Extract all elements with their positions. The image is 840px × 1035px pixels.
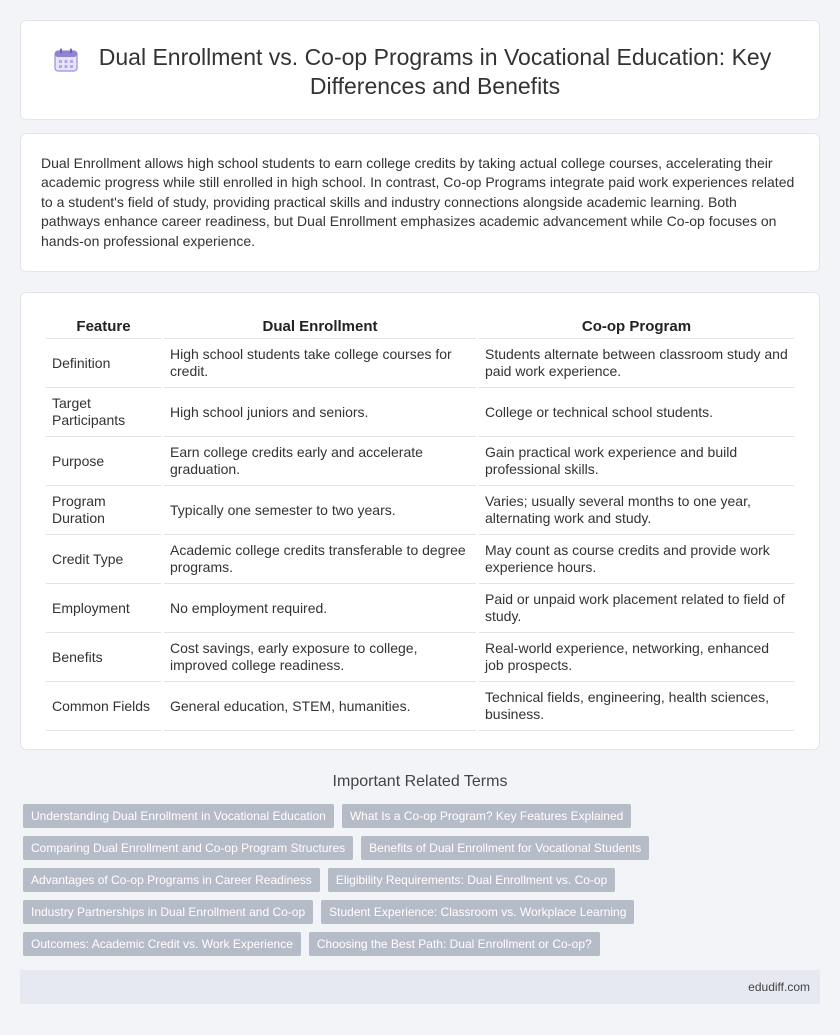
feature-cell: Target Participants xyxy=(46,388,161,437)
co-op-cell: Gain practical work experience and build professional skills. xyxy=(479,437,794,486)
table-row xyxy=(46,486,794,535)
dual-enrollment-cell: Earn college credits early and accelerate graduation. xyxy=(164,437,476,486)
dual-enrollment-cell: Cost savings, early exposure to college, improved college readiness. xyxy=(164,633,476,682)
dual-enrollment-cell: General education, STEM, humanities. xyxy=(164,682,476,731)
related-term-link[interactable]: Choosing the Best Path: Dual Enrollment or Co-op? xyxy=(309,932,600,956)
feature-cell: Definition xyxy=(46,339,161,388)
feature-cell: Common Fields xyxy=(46,682,161,731)
site-name[interactable]: edudiff.com xyxy=(748,980,810,994)
co-op-cell: Technical fields, engineering, health sciences, business. xyxy=(479,682,794,731)
feature-cell: Benefits xyxy=(46,633,161,682)
feature-cell: Purpose xyxy=(46,437,161,486)
co-op-cell: Varies; usually several months to one year, alternating work and study. xyxy=(479,486,794,535)
dual-enrollment-cell: High school juniors and seniors. xyxy=(164,388,476,437)
dual-enrollment-cell: Typically one semester to two years. xyxy=(164,486,476,535)
table-row xyxy=(46,584,794,633)
header-card xyxy=(20,20,820,120)
column-header-co-op-program: Co-op Program xyxy=(479,313,794,339)
page-title: Dual Enrollment vs. Co-op Programs in Vocational Education: Key Differences and Benefits xyxy=(98,44,772,99)
related-term-link[interactable]: Understanding Dual Enrollment in Vocational Education xyxy=(23,804,334,828)
table-row xyxy=(46,339,794,388)
co-op-cell: Real-world experience, networking, enhanced job prospects. xyxy=(479,633,794,682)
intro-paragraph: Dual Enrollment allows high school students to earn college credits by taking actual college courses, accelerating their academic progress while still enrolled in high school. In contrast, Co-op Programs integrate paid work experiences related to a student's field of study, providing practical skills and industry connections alongside academic learning. Both pathways enhance career readiness, but Dual Enrollment emphasizes academic advancement while Co-op focuses on hands-on professional experience. xyxy=(41,155,795,249)
related-terms-heading: Important Related Terms xyxy=(332,773,508,790)
table-row xyxy=(46,633,794,682)
co-op-cell: Paid or unpaid work placement related to field of study. xyxy=(479,584,794,633)
intro-card xyxy=(20,133,820,272)
table-row xyxy=(46,437,794,486)
co-op-cell: College or technical school students. xyxy=(479,388,794,437)
related-term-link[interactable]: Industry Partnerships in Dual Enrollment and Co-op xyxy=(23,900,313,924)
feature-cell: Employment xyxy=(46,584,161,633)
related-term-link[interactable]: Outcomes: Academic Credit vs. Work Experience xyxy=(23,932,301,956)
comparison-table xyxy=(43,313,797,731)
table-row xyxy=(46,388,794,437)
related-term-link[interactable]: What Is a Co-op Program? Key Features Explained xyxy=(342,804,631,828)
column-header-feature: Feature xyxy=(46,313,161,339)
table-header-row xyxy=(46,313,794,339)
table-row xyxy=(46,682,794,731)
comparison-table-card xyxy=(20,292,820,750)
related-term-link[interactable]: Benefits of Dual Enrollment for Vocational Students xyxy=(361,836,649,860)
dual-enrollment-cell: High school students take college courses for credit. xyxy=(164,339,476,388)
related-terms-list xyxy=(23,804,823,964)
dual-enrollment-cell: No employment required. xyxy=(164,584,476,633)
feature-cell: Credit Type xyxy=(46,535,161,584)
co-op-cell: May count as course credits and provide work experience hours. xyxy=(479,535,794,584)
related-term-link[interactable]: Comparing Dual Enrollment and Co-op Program Structures xyxy=(23,836,353,860)
related-term-link[interactable]: Eligibility Requirements: Dual Enrollment vs. Co-op xyxy=(328,868,615,892)
column-header-dual-enrollment: Dual Enrollment xyxy=(164,313,476,339)
table-row xyxy=(46,535,794,584)
related-term-link[interactable]: Student Experience: Classroom vs. Workplace Learning xyxy=(321,900,634,924)
footer xyxy=(20,970,820,1004)
co-op-cell: Students alternate between classroom study and paid work experience. xyxy=(479,339,794,388)
dual-enrollment-cell: Academic college credits transferable to degree programs. xyxy=(164,535,476,584)
related-term-link[interactable]: Advantages of Co-op Programs in Career Readiness xyxy=(23,868,320,892)
feature-cell: Program Duration xyxy=(46,486,161,535)
